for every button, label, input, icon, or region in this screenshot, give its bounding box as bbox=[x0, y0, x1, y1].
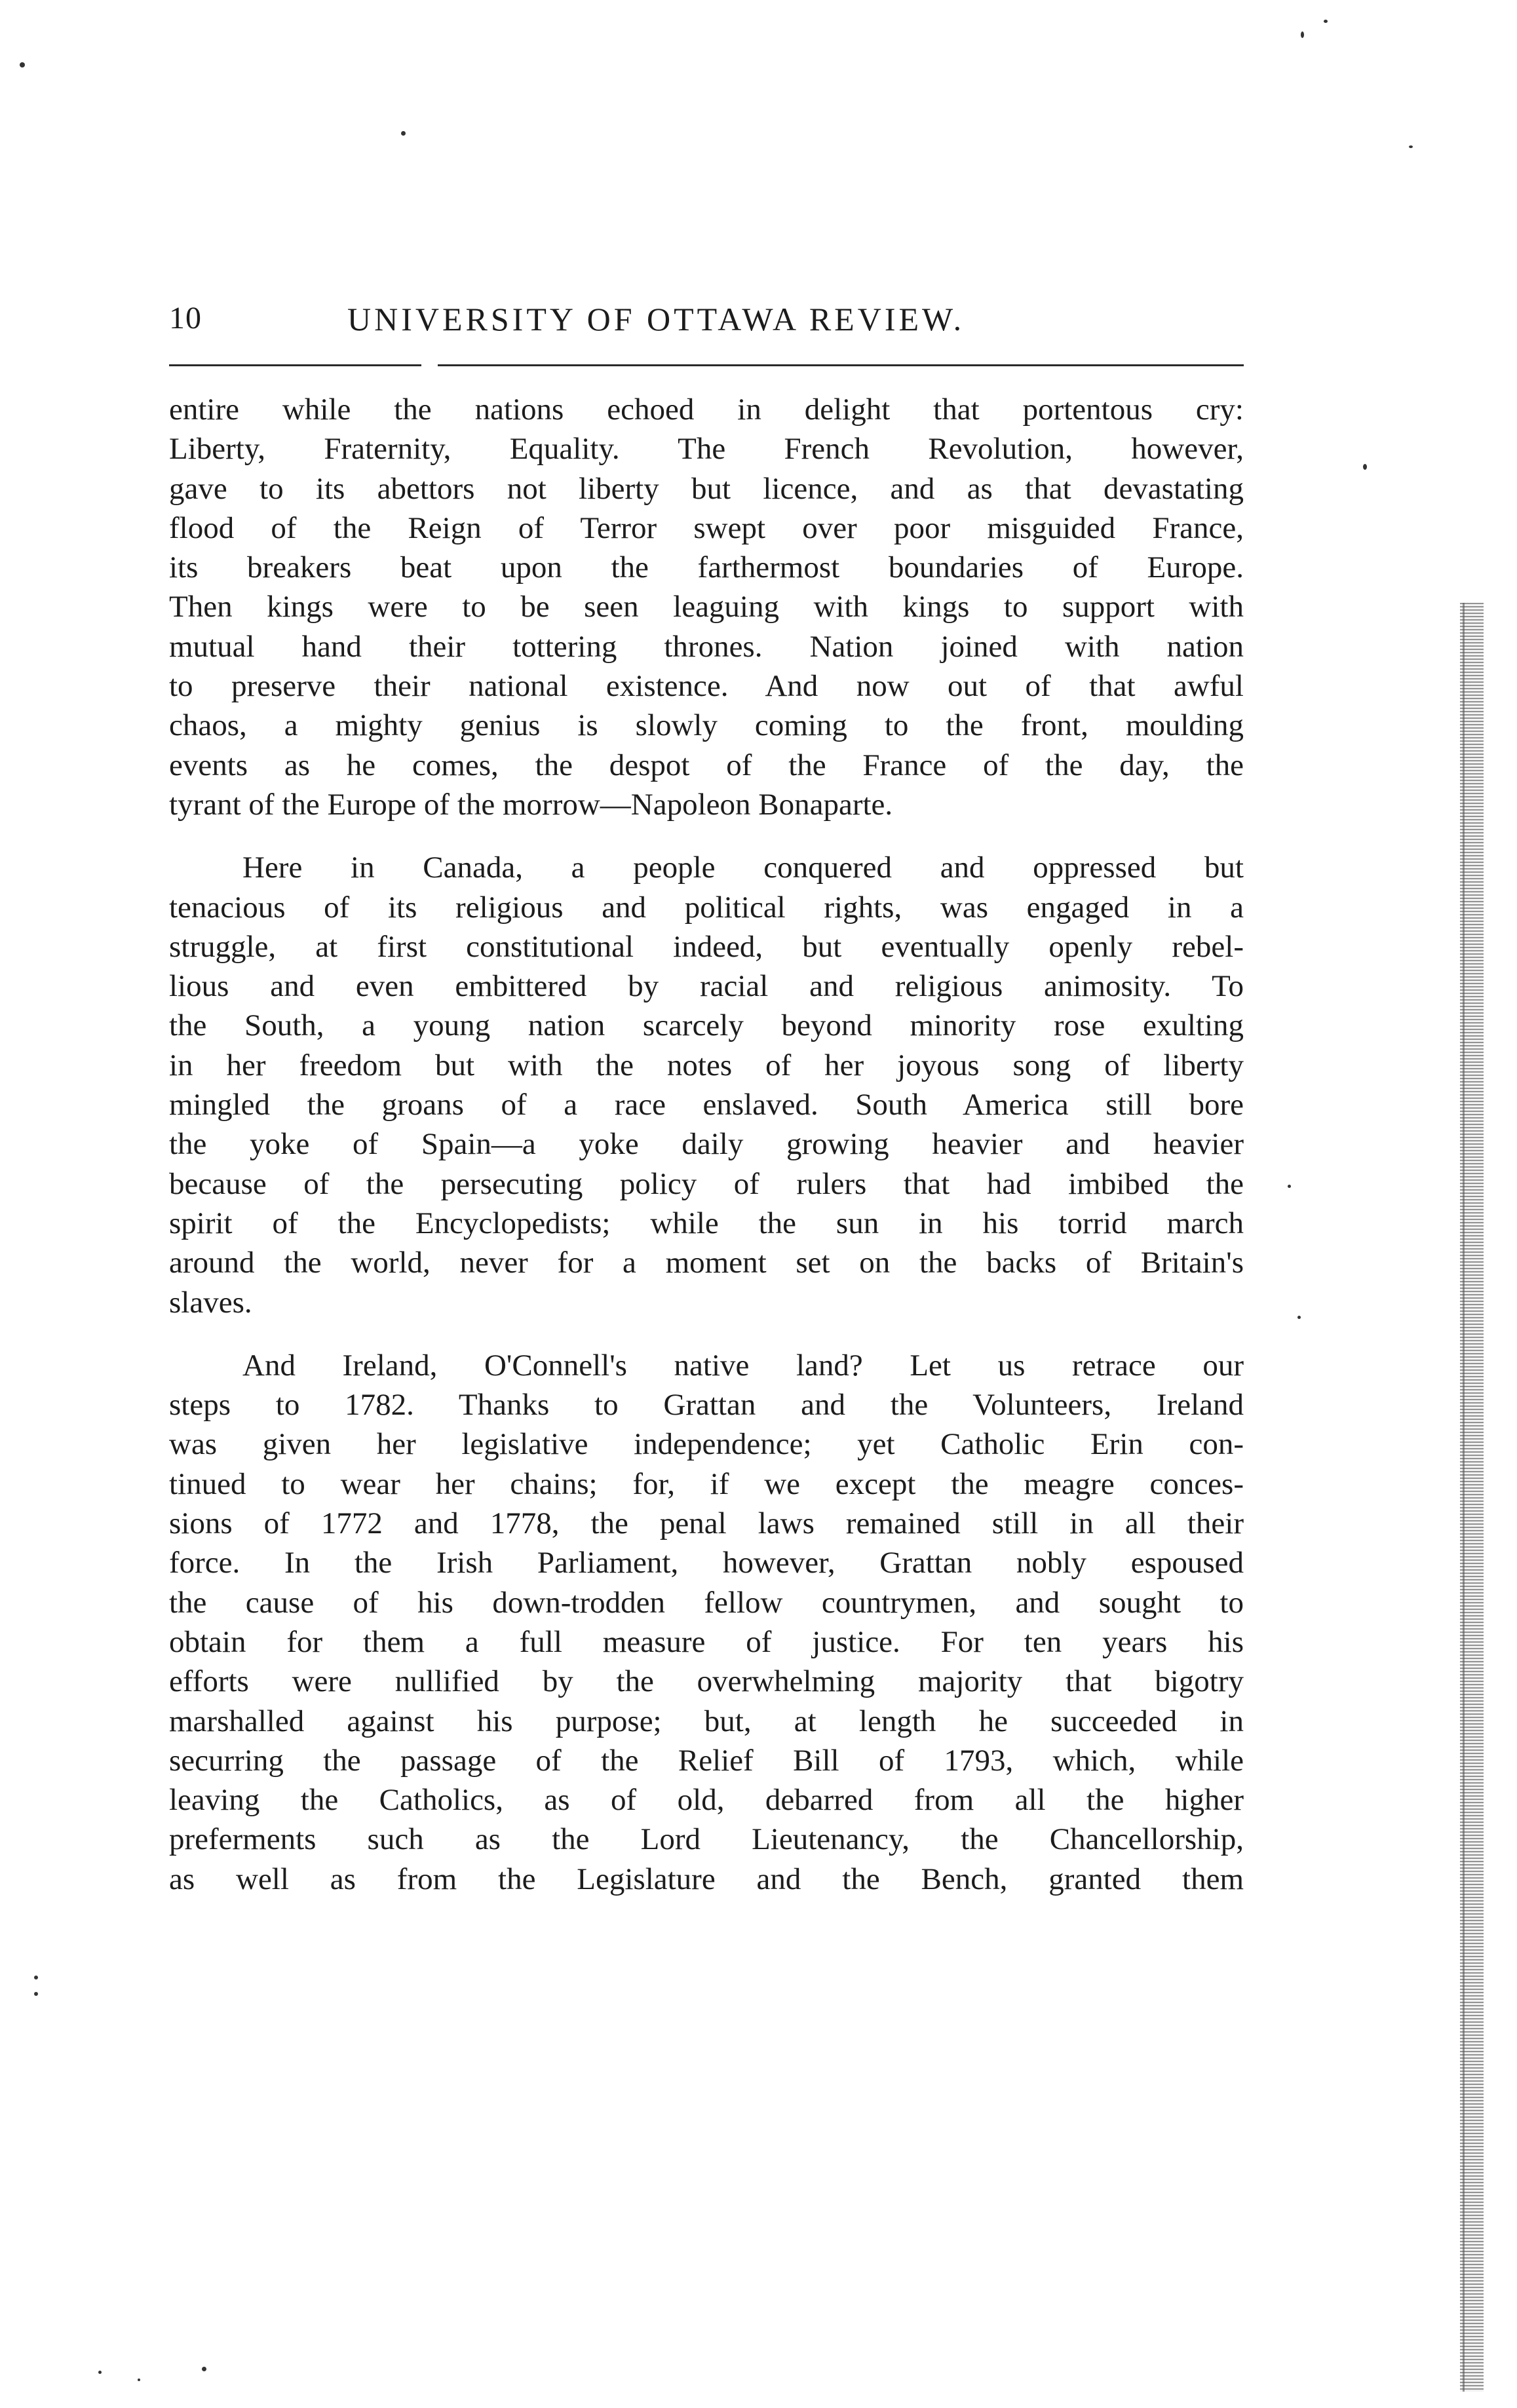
text-line: lious and even embittered by racial and religious animosity. To bbox=[169, 969, 1244, 1004]
text-line: spirit of the Encyclopedists; while the sun in his torrid march bbox=[169, 1206, 1244, 1240]
paragraph-2 bbox=[169, 848, 1244, 1322]
text-line: Liberty, Fraternity, Equality. The French Revolution, however, bbox=[169, 432, 1244, 467]
text-line: steps to 1782. Thanks to Grattan and the Volunteers, Ireland bbox=[169, 1388, 1244, 1423]
text-line: as well as from the Legislature and the Bench, granted them bbox=[169, 1862, 1244, 1896]
text-line: And Ireland, O'Connell's native land? Let us retrace our bbox=[242, 1348, 1244, 1383]
text-line: was given her legislative independence; yet Catholic Erin con- bbox=[169, 1427, 1244, 1462]
text-line: chaos, a mighty genius is slowly coming to the front, moulding bbox=[169, 708, 1244, 743]
text-line: the cause of his down-trodden fellow countrymen, and sought to bbox=[169, 1585, 1244, 1620]
text-line: tinued to wear her chains; for, if we except the meagre conces- bbox=[169, 1466, 1244, 1501]
binding-edge-line bbox=[1463, 603, 1465, 2392]
text-line: preferments such as the Lord Lieutenancy, the Chancellorship, bbox=[169, 1822, 1244, 1857]
text-line: mutual hand their tottering thrones. Nation joined with nation bbox=[169, 629, 1244, 664]
scan-speck bbox=[20, 62, 25, 67]
text-line: slaves. bbox=[169, 1285, 252, 1320]
text-line: mingled the groans of a race enslaved. South America still bore bbox=[169, 1088, 1244, 1122]
text-line: struggle, at first constitutional indeed, but eventually openly rebel- bbox=[169, 929, 1244, 964]
text-line: Here in Canada, a people conquered and oppressed but bbox=[242, 850, 1244, 885]
text-line: Then kings were to be seen leaguing with kings to support with bbox=[169, 590, 1244, 624]
text-line: tenacious of its religious and political rights, was engaged in a bbox=[169, 890, 1244, 925]
text-line: because of the persecuting policy of rulers that had imbibed the bbox=[169, 1166, 1244, 1201]
text-line: its breakers beat upon the farthermost boundaries of Europe. bbox=[169, 550, 1244, 585]
scan-speck bbox=[1363, 464, 1367, 470]
body-text bbox=[169, 390, 1244, 1922]
paragraph-1 bbox=[169, 390, 1244, 824]
scan-speck bbox=[138, 2379, 140, 2381]
paragraph-3 bbox=[169, 1346, 1244, 1899]
text-line: around the world, never for a moment set on the backs of Britain's bbox=[169, 1246, 1244, 1280]
page-number: 10 bbox=[169, 301, 202, 335]
scan-speck bbox=[401, 131, 406, 136]
text-line: flood of the Reign of Terror swept over poor misguided France, bbox=[169, 510, 1244, 545]
text-line: tyrant of the Europe of the morrow—Napoleon Bonaparte. bbox=[169, 787, 893, 822]
text-line: leaving the Catholics, as of old, debarred from all the higher bbox=[169, 1783, 1244, 1818]
text-line: marshalled against his purpose; but, at length he succeeded in bbox=[169, 1704, 1244, 1738]
text-line: events as he comes, the despot of the France of the day, the bbox=[169, 748, 1244, 782]
header-rule-right bbox=[438, 364, 1244, 366]
text-line: obtain for them a full measure of justice. For ten years his bbox=[169, 1624, 1244, 1659]
scan-speck bbox=[202, 2367, 206, 2371]
text-line: to preserve their national existence. And now out of that awful bbox=[169, 669, 1244, 704]
text-line: the South, a young nation scarcely beyond minority rose exulting bbox=[169, 1008, 1244, 1043]
text-line: the yoke of Spain—a yoke daily growing heavier and heavier bbox=[169, 1127, 1244, 1162]
scan-speck bbox=[1297, 1316, 1301, 1319]
scan-speck bbox=[1324, 20, 1328, 23]
text-line: force. In the Irish Parliament, however, Grattan nobly espoused bbox=[169, 1546, 1244, 1580]
header-rule-left bbox=[169, 364, 421, 366]
scan-speck bbox=[34, 1992, 38, 1996]
text-line: efforts were nullified by the overwhelming majority that bigotry bbox=[169, 1664, 1244, 1699]
text-line: gave to its abettors not liberty but licence, and as that devastating bbox=[169, 471, 1244, 506]
scan-speck bbox=[98, 2371, 102, 2374]
scan-speck bbox=[1301, 31, 1304, 38]
scan-speck bbox=[1409, 145, 1413, 148]
text-line: entire while the nations echoed in delight that portentous cry: bbox=[169, 392, 1244, 427]
scan-speck bbox=[1288, 1185, 1291, 1188]
scan-speck bbox=[34, 1976, 38, 1979]
text-line: sions of 1772 and 1778, the penal laws remained still in all their bbox=[169, 1506, 1244, 1541]
text-line: in her freedom but with the notes of her joyous song of liberty bbox=[169, 1048, 1244, 1082]
page-header bbox=[169, 300, 1244, 353]
running-title: UNIVERSITY OF OTTAWA REVIEW. bbox=[347, 301, 965, 337]
text-line: securring the passage of the Relief Bill of 1793, which, while bbox=[169, 1743, 1244, 1778]
